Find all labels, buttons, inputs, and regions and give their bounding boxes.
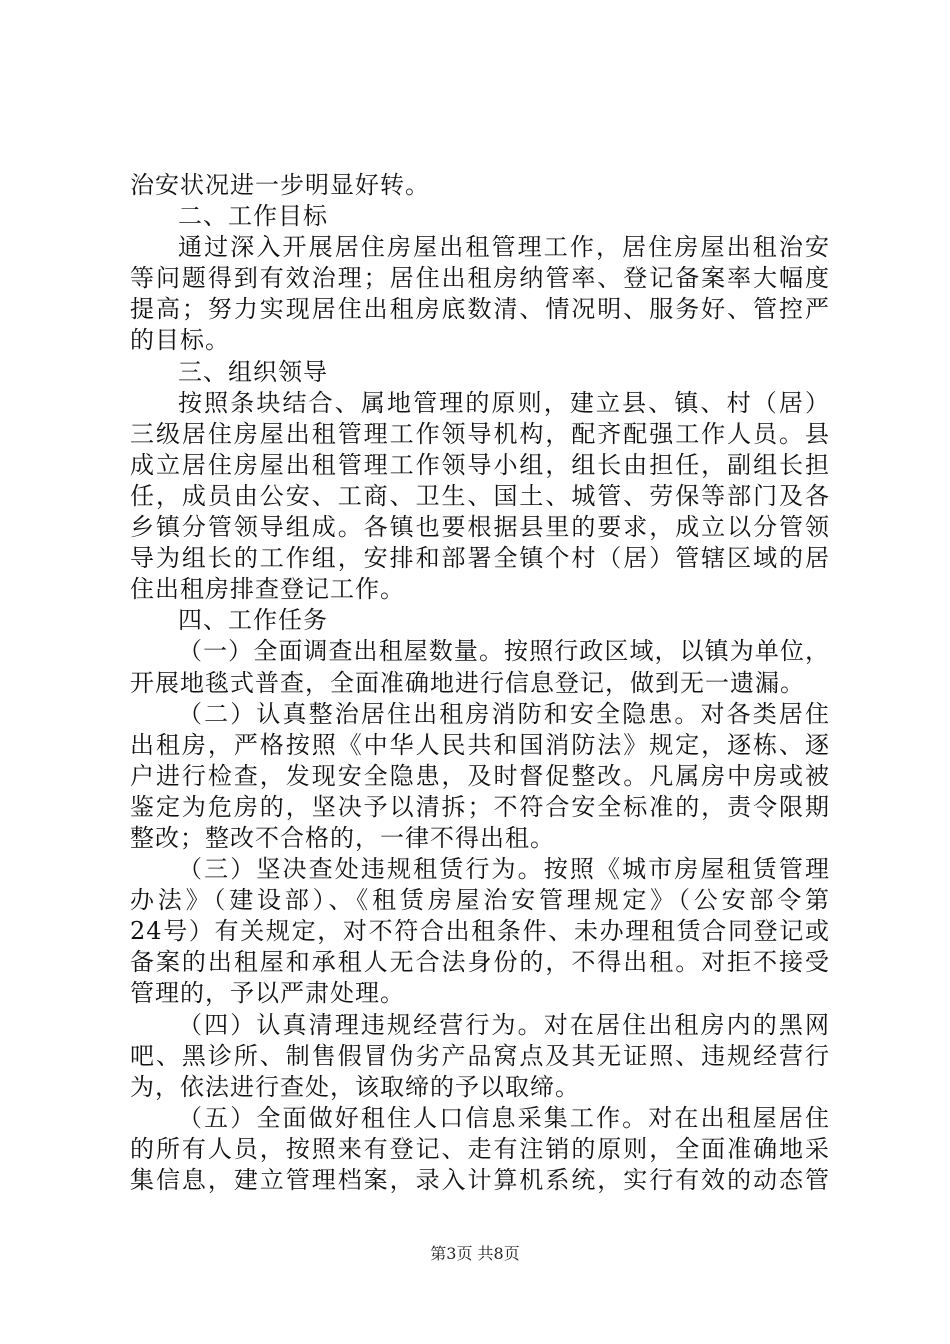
text-line: 出租房，严格按照《中华人民共和国消防法》规定，逐栋、逐: [130, 730, 830, 759]
page-footer: 第3页 共8页: [430, 1244, 520, 1263]
text-line: 的目标。: [130, 326, 230, 355]
text-line: 等问题得到有效治理；居住出租房纳管率、登记备案率大幅度: [130, 264, 830, 293]
text-line: 鉴定为危房的，坚决予以清拆；不符合安全标准的，责令限期: [130, 792, 830, 821]
text-line: 24号）有关规定，对不符合出租条件、未办理租赁合同登记或: [130, 917, 830, 946]
document-body: [130, 170, 830, 1196]
text-line: 乡镇分管领导组成。各镇也要根据县里的要求，成立以分管领: [130, 513, 830, 542]
text-line: （三）坚决查处违规租赁行为。按照《城市房屋租赁管理: [178, 855, 830, 884]
text-line: （四）认真清理违规经营行为。对在居住出租房内的黑网: [178, 1010, 830, 1039]
text-line: 通过深入开展居住房屋出租管理工作，居住房屋出租治安: [178, 233, 830, 262]
text-line: 集信息，建立管理档案，录入计算机系统，实行有效的动态管: [130, 1166, 830, 1194]
text-line: 按照条块结合、属地管理的原则，建立县、镇、村（居）: [178, 388, 830, 417]
text-line: 三级居住房屋出租管理工作领导机构，配齐配强工作人员。县: [130, 419, 830, 448]
text-line: 吧、黑诊所、制售假冒伪劣产品窝点及其无证照、违规经营行: [130, 1041, 830, 1070]
text-line: 三、组织领导: [178, 357, 328, 386]
text-line: （五）全面做好租住人口信息采集工作。对在出租屋居住: [178, 1103, 830, 1132]
text-line: （一）全面调查出租屋数量。按照行政区域，以镇为单位，: [178, 637, 830, 666]
text-line: 治安状况进一步明显好转。: [130, 171, 430, 199]
text-line: 二、工作目标: [178, 202, 328, 231]
text-line: 办法》（建设部）、《租赁房屋治安管理规定》（公安部令第: [130, 886, 830, 915]
text-line: 提高；努力实现居住出租房底数清、情况明、服务好、管控严: [130, 295, 830, 324]
text-line: 整改；整改不合格的，一律不得出租。: [130, 823, 555, 852]
text-line: （二）认真整治居住出租房消防和安全隐患。对各类居住: [178, 699, 830, 728]
text-line: 户进行检查，发现安全隐患，及时督促整改。凡属房中房或被: [130, 761, 830, 790]
text-line: 开展地毯式普查，全面准确地进行信息登记，做到无一遗漏。: [130, 668, 805, 697]
text-line: 成立居住房屋出租管理工作领导小组，组长由担任，副组长担: [130, 450, 830, 479]
text-line: 为，依法进行查处，该取缔的予以取缔。: [130, 1072, 580, 1101]
text-line: 管理的，予以严肃处理。: [130, 979, 405, 1008]
text-line: 导为组长的工作组，安排和部署全镇个村（居）管辖区域的居: [130, 544, 830, 573]
text-line: 住出租房排查登记工作。: [130, 575, 405, 604]
text-line: 任，成员由公安、工商、卫生、国土、城管、劳保等部门及各: [130, 481, 830, 510]
text-line: 的所有人员，按照来有登记、走有注销的原则，全面准确地采: [130, 1134, 830, 1163]
text-line: 备案的出租屋和承租人无合法身份的，不得出租。对拒不接受: [130, 948, 830, 977]
text-line: 四、工作任务: [178, 606, 328, 635]
